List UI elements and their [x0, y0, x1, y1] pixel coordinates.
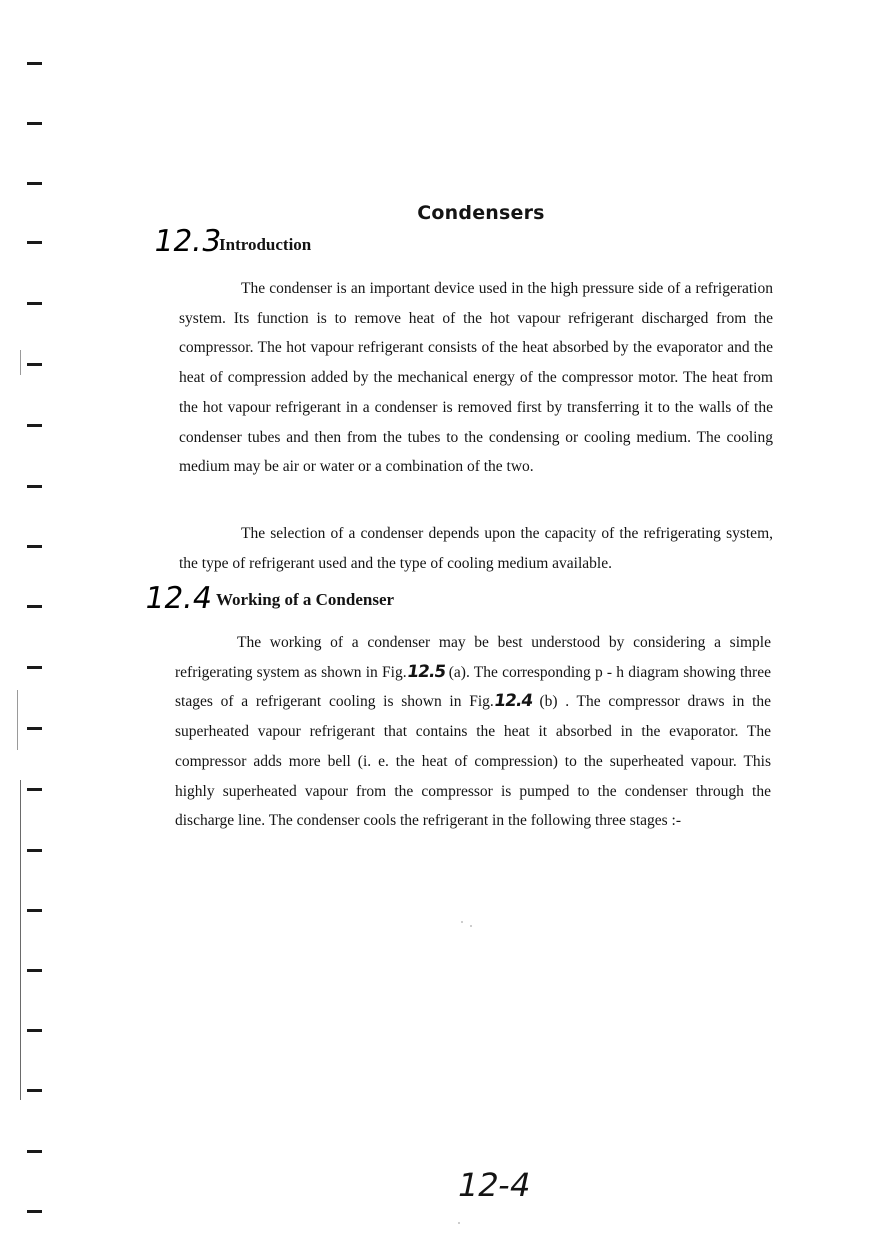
section-heading-working: Working of a Condenser [216, 590, 395, 609]
scan-speck [461, 921, 463, 923]
scan-speck [470, 925, 472, 927]
binding-mark [27, 1210, 42, 1213]
binding-line [20, 350, 21, 375]
figure-reference-b: 12.4 [492, 691, 534, 712]
binding-mark [27, 545, 42, 548]
handwritten-section-number: 12.3 [151, 224, 224, 259]
binding-mark [27, 849, 42, 852]
binding-mark [27, 485, 42, 488]
binding-mark [27, 62, 42, 65]
binding-mark [27, 1150, 42, 1153]
binding-line [17, 690, 18, 750]
binding-mark [27, 666, 42, 669]
handwritten-section-number: 12.4 [142, 581, 215, 616]
page-number-footer: 12-4 [453, 1166, 535, 1204]
binding-mark [27, 424, 42, 427]
binding-mark [27, 969, 42, 972]
binding-mark [27, 727, 42, 730]
binding-line [20, 780, 21, 1100]
section-heading-introduction: Introduction [219, 235, 312, 254]
binding-mark [27, 122, 42, 125]
binding-mark [27, 302, 42, 305]
working-paragraph-part1: The working of a condenser may be best understood by considering a simple refrigerating system as shown in Fig. [175, 634, 771, 681]
working-paragraph [175, 628, 771, 836]
binding-mark [27, 788, 42, 791]
selection-paragraph [179, 519, 773, 578]
scan-speck [458, 1222, 460, 1224]
intro-paragraph [179, 274, 773, 482]
figure-reference-a: 12.5 [405, 661, 447, 682]
binding-mark [27, 363, 42, 366]
binding-mark [27, 182, 42, 185]
binding-mark [27, 241, 42, 244]
binding-mark [27, 909, 42, 912]
binding-mark [27, 1029, 42, 1032]
intro-paragraph-text: The condenser is an important device used in the high pressure side of a refrigeration system. Its function is to remove heat of the hot vapour refrigerant discharged from the compressor. The hot vapour refrigerant consists of the heat absorbed by the evaporator and the heat of compression added by the mechanical energy of the compressor motor. The heat from the hot vapour refrigerant in a condenser is removed first by transferring it to the walls of the condenser tubes and then from the tubes to the condensing or cooling medium. The cooling medium may be air or water or a combination of the two. [179, 280, 773, 476]
binding-mark [27, 605, 42, 608]
binding-mark [27, 1089, 42, 1092]
working-paragraph-part3: (b) . The compressor draws in the superheated vapour refrigerant that contains the heat it absorbed in the evaporator. The compressor adds more bell (i. e. the heat of compression) to the superheated vapour. This highly superheated vapour from the compressor is pumped to the condenser through the discharge line. The condenser cools the refrigerant in the following three stages :- [175, 693, 771, 830]
selection-paragraph-text: The selection of a condenser depends upon the capacity of the refrigerating system, the type of refrigerant used and the type of cooling medium available. [179, 525, 773, 572]
working-paragraph-part2: (a). The corresponding p - h diagram showing three stages of a refrigerant cooling is shown in Fig. [175, 663, 771, 711]
page-title: Condensers [417, 202, 545, 224]
